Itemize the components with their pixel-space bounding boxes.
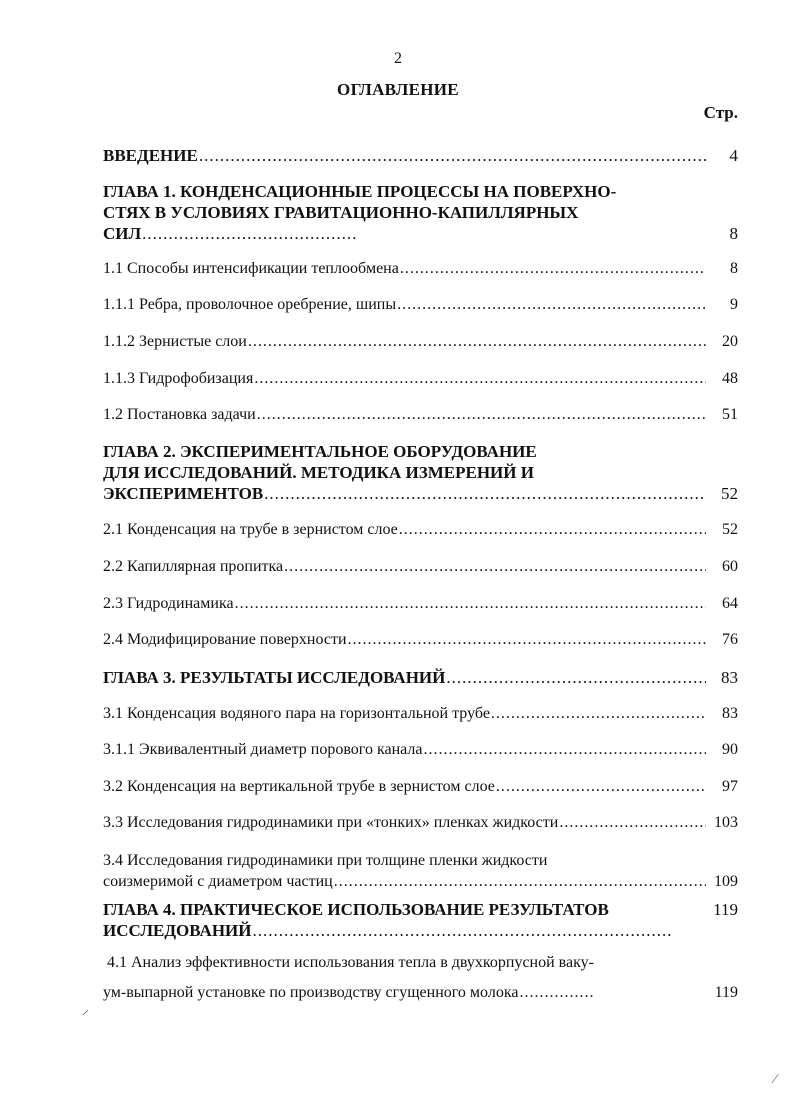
leader-dots (199, 145, 706, 166)
toc-entry-title: 3.2 Конденсация на вертикальной трубе в зернистом слое (103, 778, 495, 795)
toc-entry-page: 4 (729, 146, 738, 165)
leader-dots (559, 814, 706, 832)
leader-dots (423, 741, 706, 759)
toc-entry-title: 3.3 Исследования гидродинамики при «тонких» пленках жидкости (103, 814, 559, 831)
toc-entry-page: 83 (722, 705, 738, 722)
toc-entry-chapter-1[interactable] (103, 181, 738, 244)
toc-entry-title-cont: ИССЛЕДОВАНИЙ (103, 921, 252, 940)
toc-entry-4-1[interactable] (103, 948, 738, 1008)
page-number: 2 (394, 50, 402, 67)
toc-entry-page: 109 (714, 873, 738, 890)
corner-mark: ⁄ (774, 1072, 777, 1087)
toc-entry-title: 1.1.2 Зернистые слои (103, 333, 247, 350)
toc-entry-1-2[interactable] (103, 406, 738, 424)
leader-dots (254, 370, 706, 388)
toc-entry-title: 3.1.1 Эквивалентный диаметр порового канала (103, 741, 423, 758)
toc-entry-page: 8 (729, 224, 738, 243)
toc-entry-title-cont: соизмеримой с диаметром частиц (103, 873, 333, 890)
leader-dots (348, 631, 706, 649)
toc-entry-page: 51 (722, 406, 738, 423)
toc-entry-page: 52 (721, 484, 738, 503)
toc-entry-title: 2.3 Гидродинамика (103, 595, 234, 612)
page-column-label: Стр. (703, 103, 738, 122)
toc-entry-title: 2.4 Модифицирование поверхности (103, 631, 347, 648)
toc-entry-page: 60 (722, 558, 738, 575)
leader-dots (264, 483, 706, 504)
toc-entry-2-3[interactable] (103, 595, 738, 613)
leader-dots (491, 705, 706, 723)
leader-dots (142, 223, 357, 244)
toc-entry-page: 52 (722, 521, 738, 538)
toc-entry-1-1-2[interactable] (103, 333, 738, 351)
toc-entry-title: ГЛАВА 4. ПРАКТИЧЕСКОЕ ИСПОЛЬЗОВАНИЕ РЕЗУЛЬТАТОВ (103, 900, 609, 919)
leader-dots (334, 871, 706, 892)
leader-dots (446, 667, 706, 688)
toc-entry-page: 48 (722, 370, 738, 387)
toc-entry-title-cont: ЭКСПЕРИМЕНТОВ (103, 484, 264, 503)
toc-entry-title: ГЛАВА 1. КОНДЕНСАЦИОННЫЕ ПРОЦЕССЫ НА ПОВЕРХНО- (103, 182, 617, 201)
toc-entry-page: 103 (714, 814, 738, 831)
table-of-contents (103, 0, 738, 1095)
toc-entry-title-cont: ум-выпарной установке по производству сгущенного молока (103, 984, 519, 1001)
toc-entry-title: ГЛАВА 3. РЕЗУЛЬТАТЫ ИССЛЕДОВАНИЙ (103, 668, 446, 687)
leader-dots (397, 296, 706, 314)
toc-entry-page: 20 (722, 333, 738, 350)
toc-entry-title: ВВЕДЕНИЕ (103, 146, 198, 165)
toc-entry-2-2[interactable] (103, 558, 738, 576)
toc-entry-title: 1.2 Постановка задачи (103, 406, 256, 423)
toc-entry-page: 119 (713, 900, 738, 919)
toc-entry-title: 1.1 Способы интенсификации теплообмена (103, 260, 399, 277)
toc-entry-3-3[interactable] (103, 814, 738, 832)
toc-entry-title: 2.2 Капиллярная пропитка (103, 558, 284, 575)
toc-entry-title-cont: СТЯХ В УСЛОВИЯХ ГРАВИТАЦИОННО-КАПИЛЛЯРНЫХ (103, 203, 579, 222)
toc-entry-page: 9 (730, 296, 738, 313)
toc-entry-chapter-4[interactable] (103, 899, 738, 941)
toc-entry-page: 83 (721, 668, 738, 687)
toc-entry-title-cont: ДЛЯ ИССЛЕДОВАНИЙ. МЕТОДИКА ИЗМЕРЕНИЙ И (103, 463, 534, 482)
toc-entry-1-1-1[interactable] (103, 296, 738, 314)
toc-entry-3-4[interactable] (103, 850, 738, 892)
toc-entry-2-1[interactable] (103, 521, 738, 539)
toc-entry-page: 64 (722, 595, 738, 612)
toc-entry-2-4[interactable] (103, 631, 738, 649)
toc-entry-1-1-3[interactable] (103, 370, 738, 388)
page-title: ОГЛАВЛЕНИЕ (337, 80, 459, 99)
leader-dots (519, 978, 594, 1008)
leader-dots (399, 521, 706, 539)
toc-entry-title: 1.1.1 Ребра, проволочное оребрение, шипы (103, 296, 397, 313)
toc-entry-page: 90 (722, 741, 738, 758)
toc-entry-title: 1.1.3 Гидрофобизация (103, 370, 254, 387)
leader-dots (257, 406, 706, 424)
toc-entry-page: 97 (722, 778, 738, 795)
pen-mark: ⸝ (82, 1003, 89, 1018)
leader-dots (284, 558, 706, 576)
toc-entry-title: 3.4 Исследования гидродинамики при толщине пленки жидкости (103, 852, 548, 869)
toc-entry-title: 4.1 Анализ эффективности использования тепла в двухкорпусной ваку- (107, 954, 594, 971)
toc-entry-title: ГЛАВА 2. ЭКСПЕРИМЕНТАЛЬНОЕ ОБОРУДОВАНИЕ (103, 442, 537, 461)
toc-entry-chapter-3[interactable] (103, 667, 738, 688)
toc-entry-intro[interactable] (103, 145, 738, 166)
toc-entry-chapter-2[interactable] (103, 441, 738, 504)
toc-entry-page: 8 (730, 260, 738, 277)
toc-entry-3-1-1[interactable] (103, 741, 738, 759)
leader-dots (496, 778, 706, 796)
toc-entry-page: 119 (714, 984, 738, 1001)
toc-entry-title: 3.1 Конденсация водяного пара на горизонтальной трубе (103, 705, 490, 722)
toc-entry-1-1[interactable] (103, 260, 738, 278)
leader-dots (235, 595, 706, 613)
toc-entry-title-cont: СИЛ (103, 224, 142, 243)
toc-entry-page: 76 (722, 631, 738, 648)
leader-dots (253, 920, 673, 941)
leader-dots (400, 260, 706, 278)
toc-entry-3-1[interactable] (103, 705, 738, 723)
toc-entry-3-2[interactable] (103, 778, 738, 796)
leader-dots (248, 333, 706, 351)
toc-entry-title: 2.1 Конденсация на трубе в зернистом слое (103, 521, 398, 538)
